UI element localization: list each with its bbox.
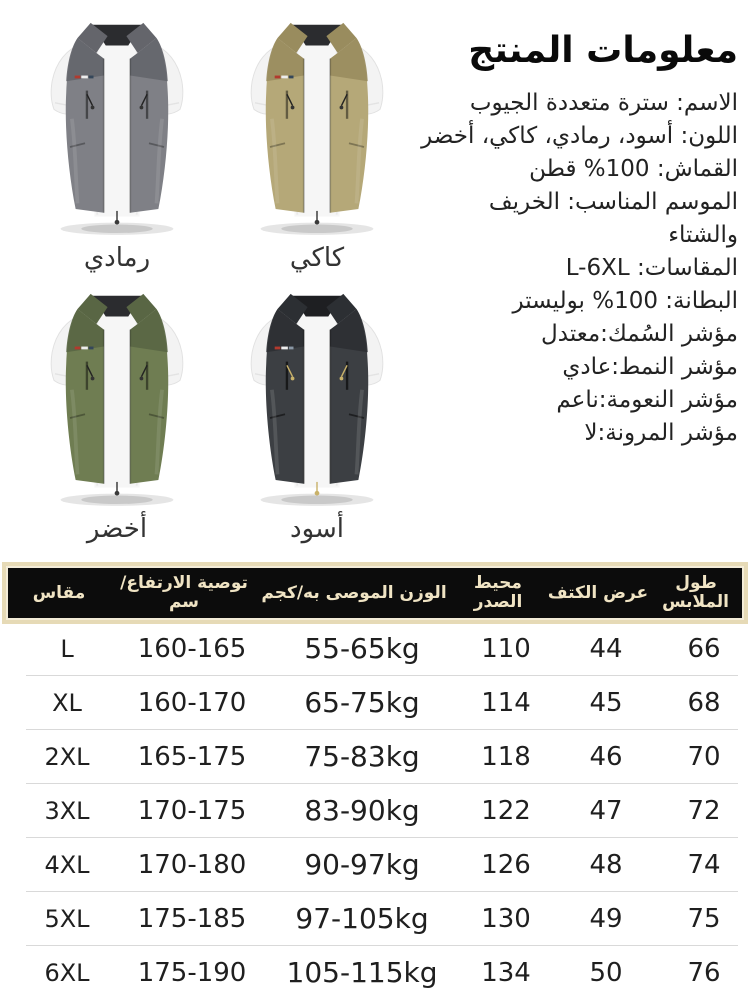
vest-figure-green: [22, 277, 212, 544]
size-table-header: [6, 566, 744, 620]
spec-softness: مؤشر النعومة:ناعم: [556, 387, 738, 413]
cell-height: 175-185: [137, 903, 247, 934]
header-cell-weight: الوزن الموصى به/كجم: [261, 582, 447, 603]
cell-length: 66: [687, 633, 721, 664]
cell-chest: 110: [481, 633, 531, 664]
cell-size: 4XL: [44, 850, 90, 879]
header-cell-size: مقاس: [32, 582, 86, 603]
header-cell-shoulder: عرض الكتف: [547, 582, 649, 603]
cell-shoulder: 46: [589, 741, 623, 772]
cell-size: 3XL: [44, 796, 90, 825]
cell-length: 76: [687, 957, 721, 988]
cell-weight: 105-115kg: [286, 956, 438, 989]
cell-shoulder: 44: [589, 633, 623, 664]
vest-label-green: أخضر: [86, 514, 148, 544]
cell-size: 6XL: [44, 958, 90, 987]
vest-label-black: أسود: [289, 514, 345, 544]
vest-image: [223, 277, 411, 512]
page-title: معلومات المنتج: [468, 30, 738, 71]
cell-shoulder: 50: [589, 957, 623, 988]
cell-weight: 55-65kg: [304, 632, 420, 665]
cell-shoulder: 48: [589, 849, 623, 880]
cell-size: XL: [52, 688, 82, 717]
vest-image: [223, 6, 411, 241]
cell-height: 165-175: [137, 741, 247, 772]
cell-chest: 126: [481, 849, 531, 880]
spec-season: الموسم المناسب: الخريف والشتاء: [488, 189, 738, 248]
table-row: [0, 946, 750, 999]
header-cell-length: طول الملابس: [662, 573, 729, 612]
cell-length: 68: [687, 687, 721, 718]
cell-height: 170-180: [137, 849, 247, 880]
cell-weight: 90-97kg: [304, 848, 420, 881]
vest-label-khaki: كاكي: [289, 243, 345, 273]
spec-color: اللون: أسود، رمادي، كاكي، أخضر: [421, 123, 738, 149]
size-table-body: [0, 622, 750, 999]
cell-size: 2XL: [44, 742, 90, 771]
cell-chest: 134: [481, 957, 531, 988]
spec-lining: البطانة: 100% بوليستر: [512, 288, 738, 314]
cell-shoulder: 45: [589, 687, 623, 718]
cell-height: 160-165: [137, 633, 247, 664]
spec-thickness: مؤشر السُمك:معتدل: [541, 321, 738, 347]
cell-chest: 130: [481, 903, 531, 934]
cell-size: 5XL: [44, 904, 90, 933]
cell-chest: 122: [481, 795, 531, 826]
cell-weight: 75-83kg: [304, 740, 420, 773]
vest-figure-black: [222, 277, 412, 544]
spec-fabric: القماش: 100% قطن: [529, 156, 738, 182]
table-row: [0, 784, 750, 837]
vest-figure-gray: [22, 6, 212, 273]
cell-weight: 65-75kg: [304, 686, 420, 719]
cell-shoulder: 49: [589, 903, 623, 934]
spec-sizes: المقاسات: L-6XL: [565, 255, 738, 281]
product-details: [412, 0, 750, 560]
cell-chest: 118: [481, 741, 531, 772]
table-row: [0, 730, 750, 783]
cell-weight: 97-105kg: [295, 902, 429, 935]
table-row: [0, 892, 750, 945]
cell-weight: 83-90kg: [304, 794, 420, 827]
cell-chest: 114: [481, 687, 531, 718]
vest-figure-khaki: [222, 6, 412, 273]
cell-height: 160-170: [137, 687, 247, 718]
cell-length: 70: [687, 741, 721, 772]
spec-elasticity: مؤشر المرونة:لا: [584, 420, 738, 446]
vest-image: [23, 6, 211, 241]
product-specs: [418, 87, 738, 450]
cell-height: 170-175: [137, 795, 247, 826]
table-row: [0, 838, 750, 891]
header-cell-chest: محيط الصدر: [473, 573, 523, 612]
table-row: [0, 622, 750, 675]
header-cell-height: توصية الارتفاع/سم: [120, 573, 248, 612]
cell-size: L: [60, 634, 74, 663]
spec-name: الاسم: سترة متعددة الجيوب: [469, 90, 738, 116]
cell-length: 74: [687, 849, 721, 880]
cell-length: 75: [687, 903, 721, 934]
vest-image: [23, 277, 211, 512]
cell-shoulder: 47: [589, 795, 623, 826]
cell-length: 72: [687, 795, 721, 826]
table-row: [0, 676, 750, 729]
spec-style: مؤشر النمط:عادي: [562, 354, 738, 380]
vest-gallery: [12, 0, 412, 560]
cell-height: 175-190: [137, 957, 247, 988]
vest-label-gray: رمادي: [83, 243, 151, 273]
